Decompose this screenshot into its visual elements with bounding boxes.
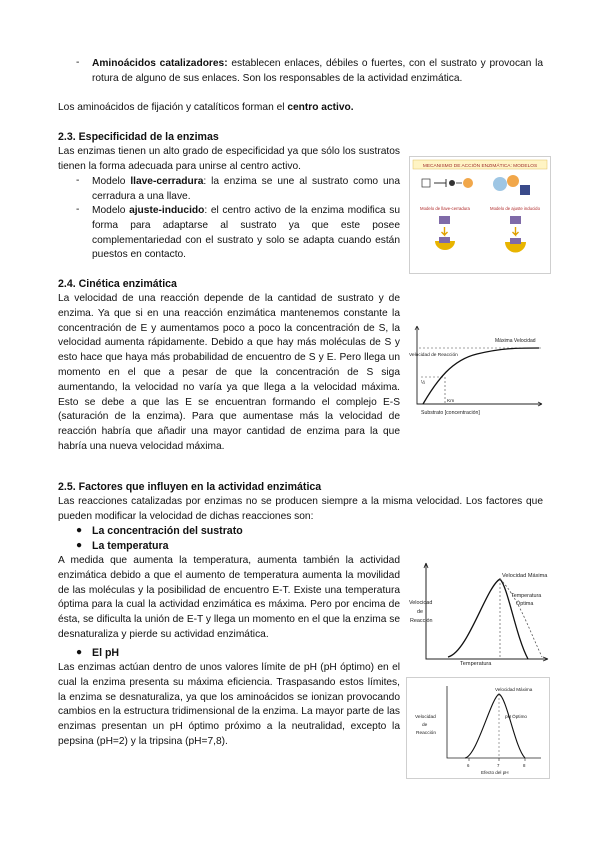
heading-2-3: 2.3. Especificidad de la enzimas (58, 131, 219, 143)
ph-tick: 6 (467, 763, 470, 768)
temp-ylabel-2: de (417, 609, 423, 615)
bullet-icon: ● (76, 540, 83, 551)
temperatura-paragraph: A medida que aumenta la temperatura, aumenta también la actividad enzimática debido a que el aumento de temperatura aumenta la movilidad de las moléculas y la posibilidad de encuentro E-T. Existe una temperatura óptima para la cual la actividad enzimática es máxima. Pero por encima de ésta, se dificulta la unión de E-T y llega un momento en el que la enzima se desnaturaliza y pierde su actividad enzimática. (58, 555, 400, 640)
ph-opt-label: pH Óptimo (505, 714, 527, 719)
m1-bold: llave-cerradura (130, 176, 204, 187)
ph-axes (447, 686, 541, 758)
ph-ylabel-2: de (422, 723, 428, 728)
enzyme-models-figure (409, 156, 551, 274)
ph-tick: 7 (497, 763, 500, 768)
temp-opt-label-2: Óptima (516, 601, 534, 607)
arrow-icon (513, 227, 519, 235)
catalizadores-item (92, 57, 543, 87)
factor-ph: El pH (92, 647, 120, 659)
substrate-shape (439, 216, 450, 224)
figure-title: MECANISMO DE ACCIÓN ENZIMÁTICA: MODELOS (422, 164, 538, 169)
kinetics-ylabel: Velocidad de Reacción (409, 353, 458, 358)
heading-2-5: 2.5. Factores que influyen en la actividad enzimática (58, 481, 322, 493)
modelo-ajuste-inducido (92, 204, 400, 263)
temp-max-label: Velocidad Máxima (502, 573, 548, 579)
ph-tick: 8 (523, 763, 526, 768)
kinetics-vhalf-label: ½ (421, 380, 426, 386)
m1-text: : la enzima se une al sustrato como una cerradura a una llave. (92, 176, 400, 202)
temperature-curve (448, 579, 528, 659)
especificidad-paragraph: Las enzimas tienen un alto grado de especificidad ya que sólo los sustratos tienen la forma adecuada para unirse al centro activo. (58, 146, 400, 172)
cinetica-paragraph: La velocidad de una reacción depende de la cantidad de sustrato y de enzima. Ya que si en una reacción enzimática mantenemos constante la concentración de E y aumentamos poco a poco la concentración de S, la velocidad aumenta rápidamente. Debido a que hay más moléculas de S y esto hace que haya más probabilidad de encuentro de S y E. Pero llega un momento en el que a pesar de que la concentración de S siga aumentando, la velocidad no varía ya que llega a la velocidad máxima. Esto se debe a que las E se encuentran formando el complejo E-S (saturación de la enzima). Para que aumentase más la velocidad de reacción habría que añadir una mayor cantidad de enzima para la que habría una nueva velocidad máxima. (58, 293, 400, 452)
ph-xlabel: Efecto del pH (481, 770, 509, 775)
kinetics-max-label: Máxima Velocidad (495, 338, 536, 344)
m1-pre: Modelo (92, 176, 131, 187)
kinetics-xlabel: Substrato [concentración] (421, 410, 480, 416)
kinetics-chart (407, 318, 549, 420)
bullet-icon: ● (76, 647, 83, 658)
factor-temperatura: La temperatura (92, 540, 169, 552)
right-model-label: Modelo de ajuste inducido (490, 206, 540, 211)
ph-max-label: Velocidad Máxima (495, 687, 533, 692)
ph-curve (465, 694, 525, 758)
left-model-label: Modelo de llave-cerradura (420, 206, 470, 211)
kinetics-km-label: Km (447, 399, 455, 404)
arrow-icon (442, 227, 448, 235)
m2-pre: Modelo (92, 205, 130, 216)
ph-paragraph: Las enzimas actúan dentro de unos valores límite de pH (pH óptimo) en el cual la enzima presenta su máxima eficiencia. Traspasando estos límites, la enzima se desnaturaliza, ya que los aminoácidos se ionizan provocando cambios en la estructura tridimensional de la enzima. La mayor parte de las enzimas presentan un pH óptimo próximo a la neutralidad, excepto la pepsina (pH=2) y la tripsina (pH=7,8). (58, 662, 400, 747)
catalizadores-text: establecen enlaces, débiles o fuertes, con el sustrato y provocan la rotura de alguno de sus enlaces. Son los responsables de la actividad enzimática. (92, 58, 543, 84)
m2-text: : el centro activo de la enzima modifica su forma para adaptarse al sustrato ya que este posee complementariedad con el sustrato y solo se adapta cuando están puestos en contacto. (92, 205, 400, 261)
temp-opt-label-1: Temperatura (511, 593, 542, 599)
bullet-icon: ● (76, 525, 83, 536)
temperature-chart (408, 557, 551, 667)
ph-chart (406, 677, 550, 779)
centro-activo-bold: centro activo. (287, 102, 354, 113)
temp-ylabel-3: Reacción (410, 618, 433, 624)
list-dash: - (76, 175, 80, 186)
lock-key-diagram (422, 178, 473, 188)
centro-activo-line (58, 101, 543, 116)
factores-paragraph: Las reacciones catalizadas por enzimas no se producen siempre a la misma velocidad. Los factores que pueden modificar la velocidad de dichas reacciones son: (58, 496, 543, 522)
list-dash: - (76, 57, 80, 68)
ph-ylabel-3: Reacción (416, 731, 436, 736)
induced-fit-diagram (493, 175, 530, 195)
ph-ylabel-1: Velocidad (415, 715, 436, 720)
centro-activo-pre: Los aminoácidos de fijación y catalíticos forman el (58, 102, 288, 113)
temp-xlabel: Temperatura (460, 661, 492, 667)
catalizadores-term: Aminoácidos catalizadores: (92, 58, 228, 69)
substrate-shape (510, 216, 521, 224)
modelo-llave-cerradura (92, 175, 400, 205)
heading-2-4: 2.4. Cinética enzimática (58, 278, 177, 290)
factor-sustrato: La concentración del sustrato (92, 525, 243, 537)
temp-ylabel-1: Velocidad (409, 600, 433, 606)
list-dash: - (76, 204, 80, 215)
m2-bold: ajuste-inducido (129, 205, 205, 216)
